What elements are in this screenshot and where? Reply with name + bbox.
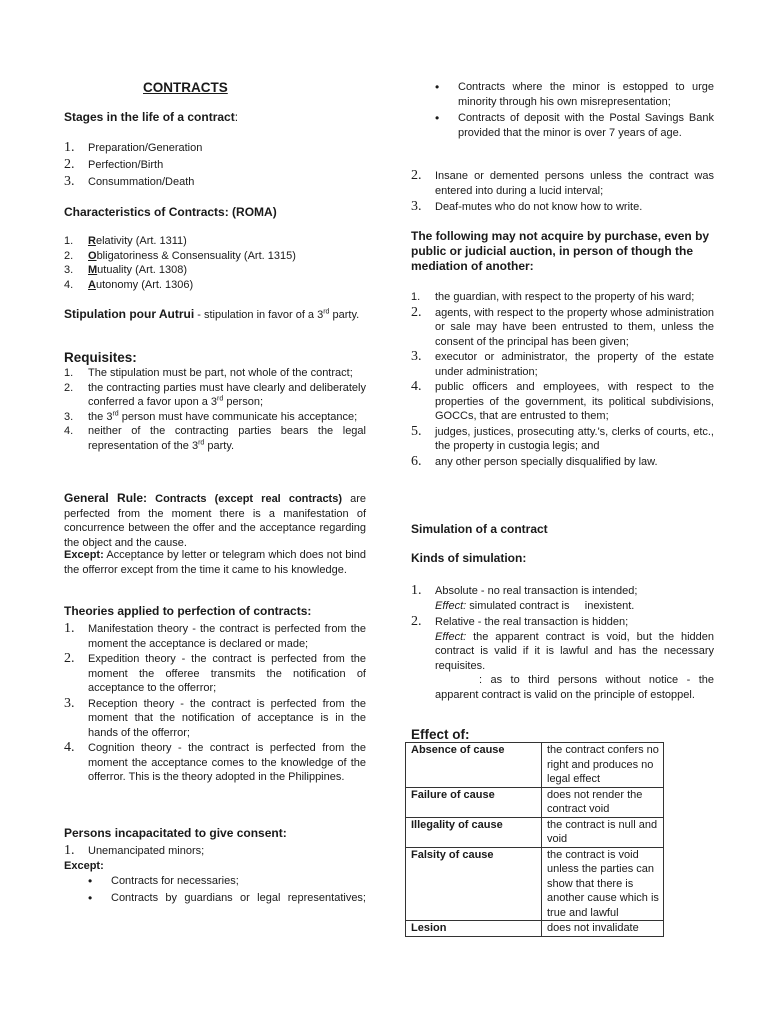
table-row <box>406 743 664 788</box>
list-item: 4. Cognition theory - the contract is perfected from the moment the acceptance comes to the knowledge of the offerror. This is the theory adopted in the Philippines. <box>64 740 366 783</box>
acquire-text: judges, justices, prosecuting atty.'s, clerks of courts, etc., the property in custogia legis; and <box>435 425 714 452</box>
list-item: 1. Relativity (Art. 1311) <box>64 235 187 247</box>
stipulation-def: - stipulation in favor of a 3 <box>194 309 324 321</box>
requisite-text: The stipulation must be part, not whole of the contract; <box>88 367 353 379</box>
bullet-text: Contracts where the minor is estopped to urge minority through his own misrepresentation; <box>458 81 714 108</box>
requisite-part: neither of the contracting parties bears the legal representation of the 3 <box>88 425 366 452</box>
list-item: 3. the 3rd person must have communicate his acceptance; <box>64 410 366 425</box>
bullet-icon: • <box>435 80 440 94</box>
stipulation-paragraph <box>64 307 364 323</box>
relative-text: Relative - the real transaction is hidden; <box>435 616 629 628</box>
simulation-heading: Simulation of a contract <box>411 522 548 536</box>
list-item: 2. Relative - the real transaction is hidden; Effect: the apparent contract is void, but the hidden contract is valid if it is lawful and has the necessary requisites. : as to third persons without notice - the apparent contract is valid on the principle of estoppel. <box>411 614 714 701</box>
stage-text: Consummation/Death <box>88 176 195 188</box>
stipulation-term: Stipulation pour Autrui <box>64 307 195 321</box>
persons-bullets <box>64 874 366 905</box>
list-item: 2. Expedition theory - the contract is perfected from the moment the offeree transmits the notification of acceptance to the offerror; <box>64 651 366 694</box>
table-cell-effect: the contract is void unless the parties can show that there is another cause which is true and lawful <box>542 847 664 921</box>
theories-list <box>64 622 366 785</box>
list-item: 2. Perfection/Birth <box>64 157 164 172</box>
persons-item-text: Unemancipated minors; <box>88 845 205 857</box>
absolute-text: Absolute - no real transaction is intended; <box>435 585 638 597</box>
requisite-part: the contracting parties must have clearly and deliberately conferred a favor upon a 3 <box>88 381 366 408</box>
roma-initial: A <box>88 278 96 291</box>
roma-list <box>64 234 366 292</box>
requisite-part: person must have communicate his acceptance; <box>118 410 358 423</box>
list-item: 3. Mutuality (Art. 1308) <box>64 264 188 276</box>
table-cell-cause: Failure of cause <box>406 787 542 817</box>
list-item: 1. Absolute - no real transaction is intended; Effect: simulated contract is inexistent. <box>411 584 714 613</box>
general-rule-text: are perfected from the moment there is a manifestation of concurrence between the offer and the acceptance regarding the object and the cause. <box>64 493 366 549</box>
theory-text: Cognition theory - the contract is perfected from the moment the acceptance comes to the knowledge of the offerror. This is the theory adopted in the Philippines. <box>88 742 366 783</box>
superscript: rd <box>198 438 205 446</box>
acquire-text: agents, with respect to the property whose administration or sale may have been entrusted to them, unless the consent of the principal has been given; <box>435 306 714 348</box>
requisite-text <box>88 381 366 410</box>
requisites-list <box>64 366 366 453</box>
general-rule-bold: Contracts (except real contracts) <box>147 493 343 505</box>
list-item <box>411 111 714 140</box>
roma-heading: Characteristics of Contracts: (ROMA) <box>64 205 277 219</box>
table-cell-effect: does not render the contract void <box>542 787 664 817</box>
bullet-text: Contracts for necessaries; <box>111 875 239 887</box>
list-item: 6. any other person specially disqualified by law. <box>411 455 714 470</box>
table-cell-cause: Falsity of cause <box>406 847 542 921</box>
effect-label: Effect: <box>435 599 467 612</box>
superscript: rd <box>323 308 330 316</box>
list-item <box>64 874 366 889</box>
relative-extra: : as to third persons without notice - the apparent contract is valid on the principle of estoppel. <box>435 674 714 701</box>
superscript: rd <box>217 395 224 403</box>
incapacity-text: Insane or demented persons unless the contract was entered into during a lucid interval; <box>435 170 714 197</box>
list-item: 2. Insane or demented persons unless the contract was entered into during a lucid interval; <box>411 168 714 197</box>
list-item: 2. agents, with respect to the property whose administration or sale may have been entrusted to them, unless the consent of the principal has been given; <box>411 304 714 348</box>
absolute-effect <box>435 599 714 614</box>
table-row <box>406 847 664 921</box>
bullet-icon: • <box>88 874 93 888</box>
stages-list <box>64 141 366 192</box>
effect-label: Effect: <box>435 630 467 643</box>
list-item: 4. Autonomy (Art. 1306) <box>64 278 194 291</box>
superscript: rd <box>112 409 119 417</box>
theories-heading: Theories applied to perfection of contracts: <box>64 604 312 618</box>
roma-text: utuality (Art. 1308) <box>97 264 188 276</box>
effect-table <box>405 742 664 937</box>
requisites-heading: Requisites: <box>64 350 137 365</box>
table-cell-cause: Absence of cause <box>406 743 542 788</box>
persons-heading: Persons incapacitated to give consent: <box>64 826 287 840</box>
bullet-text: Contracts of deposit with the Postal Savings Bank provided that the minor is over 7 years of age. <box>458 112 714 139</box>
roma-initial: R <box>88 235 96 247</box>
table-cell-effect: the contract is null and void <box>542 817 664 847</box>
list-item: 1. the guardian, with respect to the property of his ward; <box>411 290 714 305</box>
list-item: 2. Obligatoriness & Consensuality (Art. 1315) <box>64 249 296 262</box>
except-label: Except: <box>64 549 104 561</box>
general-rule-label: General Rule: <box>64 491 148 505</box>
bullet-icon: • <box>435 111 440 125</box>
roma-text: utonomy (Art. 1306) <box>95 278 194 291</box>
kinds-heading: Kinds of simulation: <box>411 551 527 565</box>
theory-text: Manifestation theory - the contract is perfected from the moment the acceptance is declared or made; <box>88 623 366 650</box>
table-row <box>406 817 664 847</box>
stipulation-def-end: party. <box>329 309 360 321</box>
requisite-text <box>88 410 366 425</box>
acquire-text: executor or administrator, the property of the estate under administration; <box>435 351 714 378</box>
except-paragraph <box>64 548 366 577</box>
requisite-part: person; <box>223 396 264 408</box>
simulation-list <box>411 584 714 702</box>
list-item: 3. Consummation/Death <box>64 174 195 189</box>
roma-initial: M <box>88 264 98 276</box>
stage-text: Preparation/Generation <box>88 142 203 154</box>
list-item <box>64 891 366 906</box>
list-item: 4. neither of the contracting parties bears the legal representation of the 3rd party. <box>64 425 366 452</box>
acquire-text: any other person specially disqualified by law. <box>435 455 658 468</box>
bullet-icon: • <box>88 890 93 905</box>
table-cell-cause: Illegality of cause <box>406 817 542 847</box>
roma-initial: O <box>88 249 97 262</box>
table-row <box>406 921 664 937</box>
list-item: 1. Manifestation theory - the contract is perfected from the moment the acceptance is declared or made; <box>64 621 366 650</box>
acquire-text: the guardian, with respect to the property of his ward; <box>435 291 695 303</box>
persons-except-label: Except: <box>64 860 104 872</box>
bullet-text: Contracts by guardians or legal representatives; <box>111 891 366 904</box>
except-text: Acceptance by letter or telegram which does not bind the offerror except from the time it came to his knowledge. <box>64 549 366 576</box>
requisite-part: the 3 <box>88 410 113 423</box>
list-item: 4. public officers and employees, with respect to the properties of the government, its political subdivisions, GOCCs, that are entrusted to them; <box>411 379 714 422</box>
requisite-text <box>88 424 366 453</box>
stages-heading <box>64 110 238 125</box>
acquire-heading: The following may not acquire by purchase, even by public or judicial auction, in person of though the mediation of another: <box>411 229 710 273</box>
table-cell-effect: does not invalidate <box>542 921 664 937</box>
general-rule-paragraph <box>64 491 366 550</box>
list-item: 1. The stipulation must be part, not whole of the contract; <box>64 366 366 381</box>
theory-text: Expedition theory - the contract is perfected from the moment the offeree transmits the notification of acceptance to the offerror; <box>88 653 366 694</box>
effect-text: the apparent contract is void, but the hidden contract is valid if it is lawful and has the necessary requisites. <box>435 630 714 672</box>
effect-of-heading: Effect of: <box>411 727 470 742</box>
incapacity-text: Deaf-mutes who do not know how to write. <box>435 201 643 213</box>
roma-text: elativity (Art. 1311) <box>95 235 187 247</box>
list-item: 2. the contracting parties must have clearly and deliberately conferred a favor upon a 3rd person; <box>64 381 366 408</box>
theory-text: Reception theory - the contract is perfected from the moment that the notification of acceptance is in the hands of the offerror; <box>88 697 366 739</box>
relative-effect <box>435 630 714 674</box>
acquire-text: public officers and employees, with respect to the properties of the government, its political subdivisions, GOCCs, that are entrusted to them; <box>435 381 714 422</box>
table-cell-effect: the contract confers no right and produces no legal effect <box>542 743 664 788</box>
stage-text: Perfection/Birth <box>88 159 164 171</box>
list-item: 5. judges, justices, prosecuting atty.'s, clerks of courts, etc., the property in custogia legis; and <box>411 423 714 452</box>
list-item: 3. Deaf-mutes who do not know how to write. <box>411 200 714 215</box>
list-item: 1. Preparation/Generation <box>64 140 203 155</box>
table-cell-cause: Lesion <box>406 921 542 937</box>
effect-text: simulated contract is inexistent. <box>466 599 635 612</box>
incapacity-list <box>411 169 714 215</box>
roma-text: bligatoriness & Consensuality (Art. 1315) <box>96 249 296 262</box>
acquire-list <box>411 290 714 469</box>
requisite-part: party. <box>204 439 235 452</box>
list-item <box>411 80 714 109</box>
table-row <box>406 787 664 817</box>
list-item: 3. executor or administrator, the property of the estate under administration; <box>411 349 714 378</box>
page-title: CONTRACTS <box>143 80 228 95</box>
list-item: 1. Unemancipated minors; <box>64 843 205 858</box>
list-item: 3. Reception theory - the contract is perfected from the moment that the notification of acceptance is in the hands of the offerror; <box>64 695 366 739</box>
stages-heading-colon: : <box>234 110 239 124</box>
stages-heading-text: Stages in the life of a contract <box>64 110 235 124</box>
minor-exceptions-bullets <box>411 80 714 140</box>
